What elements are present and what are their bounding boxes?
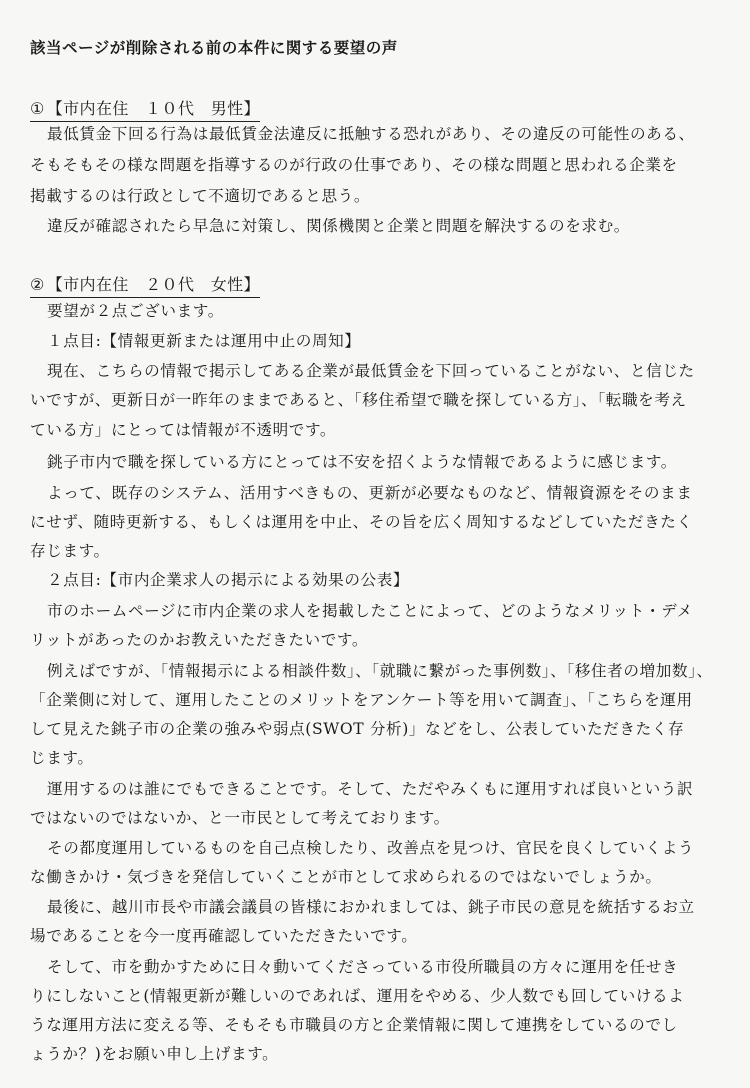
paragraph-line: いですが、更新日が一昨年のままであると、「移住希望で職を探している方」、「転職を考え bbox=[30, 391, 687, 409]
paragraph-line: うな運用方法に変える等、そもそも市職員の方と企業情報に関して連携をしているのでし bbox=[30, 1016, 678, 1034]
subheading-line: ２点目:【市内企業求人の掲示による効果の公表】 bbox=[47, 571, 410, 589]
paragraph-line: 場であることを今一度再確認していただきたいです。 bbox=[30, 927, 418, 945]
paragraph-line: よって、既存のシステム、活用すべきもの、更新が必要なものなど、情報資源をそのまま bbox=[47, 484, 693, 502]
paragraph-line: ょうか？)をお願い申し上げます。 bbox=[30, 1045, 279, 1063]
paragraph-line: 最後に、越川市長や市議会議員の皆様におかれましては、銚子市民の意見を統括するお立 bbox=[47, 898, 695, 916]
paragraph-line: 存じます。 bbox=[30, 542, 110, 560]
paragraph-line: そして、市を動かすために日々動いてくださっている市役所職員の方々に運用を任せき bbox=[47, 958, 679, 976]
paragraph-line: 最低賃金下回る行為は最低賃金法違反に抵触する恐れがあり、その違反の可能性のある、 bbox=[47, 125, 695, 143]
paragraph-line: ている方」にとっては情報が不透明です。 bbox=[30, 421, 337, 439]
paragraph-line: 例えばですが、「情報掲示による相談件数」、「就職に繋がった事例数」、「移住者の増加数」、 bbox=[47, 662, 713, 680]
paragraph-line: 違反が確認されたら早急に対策し、関係機関と企業と問題を解決するのを求む。 bbox=[47, 217, 630, 235]
paragraph-line: して見えた銚子市の企業の強みや弱点(SWOT 分析)」などをし、公表していただきたく存 bbox=[30, 720, 685, 738]
section-1-number: ① bbox=[30, 99, 45, 118]
paragraph-line: ではないのではないか、と一市民として考えております。 bbox=[30, 809, 450, 827]
paragraph-line: な働きかけ・気づきを発信していくことが市として求められるのではないでしょうか。 bbox=[30, 868, 662, 886]
paragraph-line: 市のホームページに市内企業の求人を掲載したことによって、どのようなメリット・デメ bbox=[47, 602, 693, 620]
paragraph-line: 銚子市内で職を探している方にとっては不安を招くような情報であるように感じます。 bbox=[47, 453, 677, 471]
section-2-header: 【市内在住 ２０代 女性】 bbox=[46, 275, 260, 294]
paragraph-line: 要望が２点ございます。 bbox=[47, 302, 224, 320]
paragraph-line: リットがあったのかお教えいただきたいです。 bbox=[30, 631, 369, 649]
page-title: 該当ページが削除される前の本件に関する要望の声 bbox=[30, 39, 398, 57]
paragraph-line: りにしないこと(情報更新が難しいのであれば、運用をやめる、少人数でも回していけるよ bbox=[30, 987, 685, 1005]
paragraph-line: 現在、こちらの情報で掲示してある企業が最低賃金を下回っていることがない、と信じた bbox=[47, 362, 695, 380]
paragraph-line: その都度運用しているものを自己点検したり、改善点を見つけ、官民を良くしていくよう bbox=[47, 839, 695, 857]
paragraph-line: にせず、随時更新する、もしくは運用を中止、その旨を広く周知するなどしていただきたく bbox=[30, 513, 693, 531]
section-2-heading bbox=[30, 272, 260, 298]
section-1-heading bbox=[30, 96, 260, 122]
paragraph-line: そもそもその様な問題を指導するのが行政の仕事であり、その様な問題と思われる企業を bbox=[30, 156, 678, 174]
paragraph-line: 掲載するのは行政として不適切であると思う。 bbox=[30, 187, 371, 205]
paragraph-line: 運用するのは誰にでもできることです。そして、ただやみくもに運用すれば良いという訳 bbox=[47, 780, 694, 798]
paragraph-line: 「企業側に対して、運用したことのメリットをアンケート等を用いて調査」、「こちらを運用 bbox=[30, 691, 693, 709]
section-2-number: ② bbox=[30, 275, 45, 294]
subheading-line: １点目:【情報更新または運用中止の周知】 bbox=[47, 332, 361, 350]
paragraph-line: じます。 bbox=[30, 749, 94, 767]
section-1-header: 【市内在住 １０代 男性】 bbox=[46, 99, 260, 118]
